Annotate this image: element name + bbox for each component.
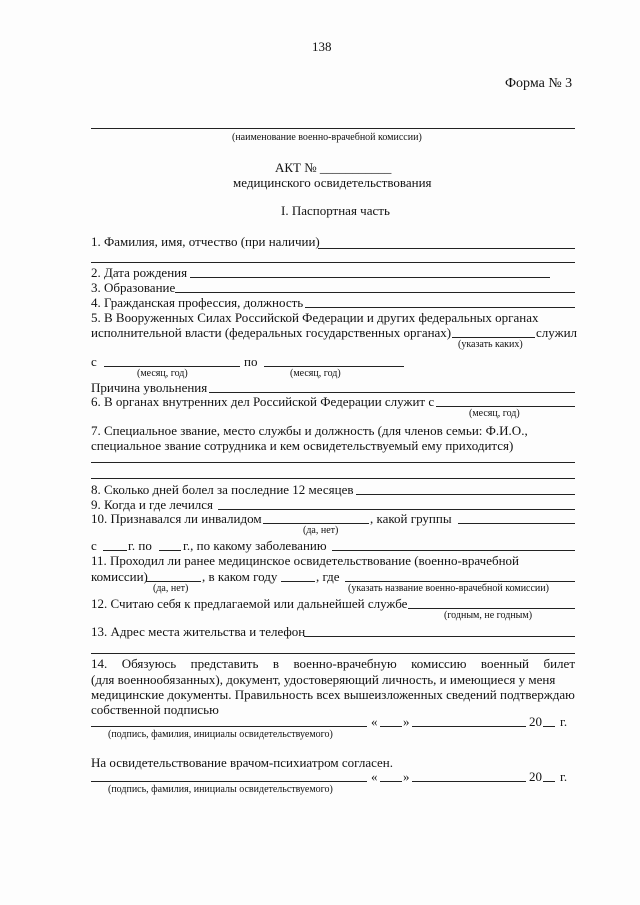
field-12-label: 12. Считаю себя к предлагаемой или дальнейшей службе	[91, 596, 408, 611]
field-14-line-4: собственной подписью	[91, 702, 219, 717]
date-day-line-1[interactable]	[380, 726, 402, 727]
field-11-where-line[interactable]	[345, 581, 575, 582]
field-3-label: 3. Образование	[91, 280, 176, 295]
field-11-hint-yesno: (да, нет)	[153, 583, 189, 594]
field-11-where-label: , где	[316, 569, 340, 584]
field-14-line-1	[91, 657, 575, 671]
field-11-year-line[interactable]	[281, 581, 315, 582]
field-2-input-line[interactable]	[190, 277, 550, 278]
service-from-label: с	[91, 354, 97, 369]
field-9-input-line[interactable]	[218, 509, 575, 510]
f14-word: военный	[480, 656, 530, 671]
field-10-label: 10. Признавался ли инвалидом	[91, 511, 262, 526]
field-8-label: 8. Сколько дней болел за последние 12 месяцев	[91, 482, 354, 497]
service-to-hint: (месяц, год)	[290, 368, 341, 379]
field-13-input-line-2[interactable]	[91, 653, 575, 654]
field-6-label: 6. В органах внутренних дел Российской Федерации служит с	[91, 394, 435, 409]
field-7-line-1: 7. Специальное звание, место службы и должность (для членов семьи: Ф.И.О.,	[91, 423, 528, 438]
dismissal-line[interactable]	[209, 392, 575, 393]
field-10-group-line[interactable]	[458, 523, 575, 524]
field-13-input-line-1[interactable]	[304, 636, 575, 637]
date-open-quote-1: «	[371, 714, 378, 729]
field-10-hint: (да, нет)	[303, 525, 339, 536]
commission-caption: (наименование военно-врачебной комиссии)	[232, 132, 422, 143]
field-11-commission: комиссии)	[91, 569, 148, 584]
field-10b-from: с	[91, 538, 97, 553]
date-day-line-2[interactable]	[380, 781, 402, 782]
field-10b-year: г. по	[128, 538, 152, 553]
f14-word: в	[272, 656, 279, 671]
field-12-input-line[interactable]	[408, 608, 575, 609]
service-from-hint: (месяц, год)	[137, 368, 188, 379]
signature-hint-1: (подпись, фамилия, инициалы освидетельствуемого)	[108, 729, 333, 740]
field-5-hint: (указать каких)	[458, 339, 523, 350]
signature-line-1[interactable]	[91, 726, 367, 727]
field-6-input-line[interactable]	[436, 406, 575, 407]
field-1-input-line[interactable]	[318, 248, 575, 249]
section-title: I. Паспортная часть	[281, 203, 390, 218]
field-4-label: 4. Гражданская профессия, должность	[91, 295, 304, 310]
psychiatrist-consent: На освидетельствование врачом-психиатром согласен.	[91, 755, 394, 770]
field-10b-disease-line[interactable]	[332, 550, 575, 551]
field-14-line-2: (для военнообязанных), документ, удостоверяющий личность, и имеющиеся у меня	[91, 672, 556, 687]
field-10-disabled-line[interactable]	[263, 523, 369, 524]
form-number: Форма № 3	[505, 76, 573, 91]
date-open-quote-2: «	[371, 769, 378, 784]
field-9-label: 9. Когда и где лечился	[91, 497, 214, 512]
year-suffix-2: г.	[560, 769, 568, 784]
date-close-quote-1: »	[403, 714, 410, 729]
date-month-line-2[interactable]	[412, 781, 526, 782]
service-to-line[interactable]	[264, 366, 404, 367]
field-11-yesno-line[interactable]	[146, 581, 201, 582]
date-month-line-1[interactable]	[412, 726, 526, 727]
field-10b-disease: г., по какому заболеванию	[183, 538, 327, 553]
signature-line-2[interactable]	[91, 781, 367, 782]
field-10b-from-line[interactable]	[103, 550, 127, 551]
field-12-hint: (годным, не годным)	[444, 610, 533, 621]
f14-word: представить	[190, 656, 259, 671]
field-14-line-3: медицинские документы. Правильность всех вышеизложенных сведений подтверждаю	[91, 687, 575, 702]
commission-name-line[interactable]	[91, 128, 575, 129]
field-11-hint-commission: (указать название военно-врачебной комиссии)	[348, 583, 549, 594]
field-5-served: служил	[536, 325, 578, 340]
f14-word: 14.	[91, 656, 108, 671]
dismissal-label: Причина увольнения	[91, 380, 208, 395]
field-5-line-1: 5. В Вооруженных Силах Российской Федерации и других федеральных органах	[91, 310, 539, 325]
field-4-input-line[interactable]	[305, 307, 575, 308]
act-subtitle: медицинского освидетельствования	[233, 175, 432, 190]
f14-word: Обязуюсь	[121, 656, 177, 671]
field-7-input-line-1[interactable]	[91, 462, 575, 463]
field-7-input-line-2[interactable]	[91, 478, 575, 479]
service-from-line[interactable]	[104, 366, 240, 367]
field-1-extra-line[interactable]	[91, 262, 575, 263]
field-2-label: 2. Дата рождения	[91, 265, 188, 280]
field-11-line-1: 11. Проходил ли ранее медицинское освидетельствование (военно-врачебной	[91, 553, 519, 568]
f14-word: военно-врачебную	[293, 656, 397, 671]
f14-word: билет	[543, 656, 575, 671]
field-6-hint: (месяц, год)	[469, 408, 520, 419]
year-line-1[interactable]	[543, 726, 555, 727]
signature-hint-2: (подпись, фамилия, инициалы освидетельствуемого)	[108, 784, 333, 795]
year-suffix-1: г.	[560, 714, 568, 729]
field-13-label: 13. Адрес места жительства и телефон	[91, 624, 306, 639]
field-7-line-2: специальное звание сотрудника и кем освидетельствуемый ему приходится)	[91, 438, 514, 453]
field-11-year-label: , в каком году	[202, 569, 278, 584]
date-close-quote-2: »	[403, 769, 410, 784]
field-1-label: 1. Фамилия, имя, отчество (при наличии)	[91, 234, 320, 249]
act-title: АКТ № ___________	[275, 160, 392, 175]
year-prefix-1: 20	[529, 714, 542, 729]
year-line-2[interactable]	[543, 781, 555, 782]
page-number: 138	[312, 39, 332, 54]
year-prefix-2: 20	[529, 769, 542, 784]
field-10b-to-line[interactable]	[159, 550, 181, 551]
f14-word: комиссию	[411, 656, 467, 671]
field-5-organ-line[interactable]	[452, 337, 535, 338]
field-8-input-line[interactable]	[356, 494, 575, 495]
field-5-line-2: исполнительной власти (федеральных государственных органах)	[91, 325, 452, 340]
service-to-label: по	[244, 354, 258, 369]
field-10-group-label: , какой группы	[370, 511, 452, 526]
field-3-input-line[interactable]	[175, 292, 575, 293]
